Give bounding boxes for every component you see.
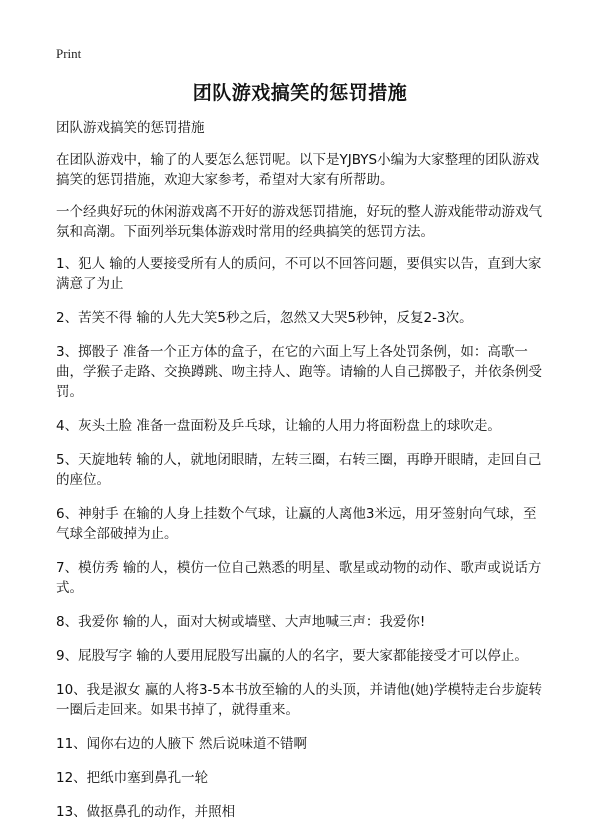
punishment-item: 12、把纸巾塞到鼻孔一轮 <box>56 770 209 786</box>
punishment-item: 13、做抠鼻孔的动作，并照相 <box>56 804 236 820</box>
punishment-item: 10、我是淑女 赢的人将3-5本书放至输的人的头顶，并请他(她)学模特走台步旋转一圈后走回来。如果书掉了，就得重来。 <box>56 682 543 718</box>
intro-paragraph: 一个经典好玩的休闲游戏离不开好的游戏惩罚措施，好玩的整人游戏能带动游戏气氛和高潮。下面列举玩集体游戏时常用的经典搞笑的惩罚方法。 <box>56 204 542 240</box>
punishment-item: 1、犯人 输的人要接受所有人的质问，不可以不回答问题，要俱实以告，直到大家满意了为止 <box>56 256 542 292</box>
punishment-item: 11、闻你右边的人腋下 然后说味道不错啊 <box>56 736 307 752</box>
punishment-item: 6、神射手 在输的人身上挂数个气球，让赢的人离他3米远，用牙签射向气球，至气球全部破掉为止。 <box>56 506 537 542</box>
document-body <box>56 118 544 836</box>
intro-paragraph: 在团队游戏中，输了的人要怎么惩罚呢。以下是YJBYS小编为大家整理的团队游戏搞笑的惩罚措施，欢迎大家参考，希望对大家有所帮助。 <box>56 152 540 188</box>
punishment-item: 5、天旋地转 输的人，就地闭眼睛，左转三圈，右转三圈，再睁开眼睛，走回自己的座位。 <box>56 452 542 488</box>
punishment-item: 9、屁股写字 输的人要用屁股写出赢的人的名字，要大家都能接受才可以停止。 <box>56 648 528 664</box>
document-title: 团队游戏搞笑的惩罚措施 <box>192 82 408 104</box>
punishment-item: 4、灰头土脸 准备一盘面粉及乒乓球，让输的人用力将面粉盘上的球吹走。 <box>56 418 501 434</box>
punishment-item: 3、掷骰子 准备一个正方体的盒子，在它的六面上写上各处罚条例，如：高歌一曲，学猴子走路、交换蹲跳、吻主持人、跑等。请输的人自己掷骰子，并依条例受罚。 <box>56 344 542 400</box>
document-subtitle: 团队游戏搞笑的惩罚措施 <box>56 120 205 136</box>
punishment-item: 8、我爱你 输的人，面对大树或墙壁、大声地喊三声：我爱你! <box>56 614 426 630</box>
punishment-item: 2、苦笑不得 输的人先大笑5秒之后，忽然又大哭5秒钟，反复2-3次。 <box>56 310 473 326</box>
print-link[interactable]: Print <box>56 46 82 61</box>
punishment-item: 7、模仿秀 输的人，模仿一位自己熟悉的明星、歌星或动物的动作、歌声或说话方式。 <box>56 560 542 596</box>
